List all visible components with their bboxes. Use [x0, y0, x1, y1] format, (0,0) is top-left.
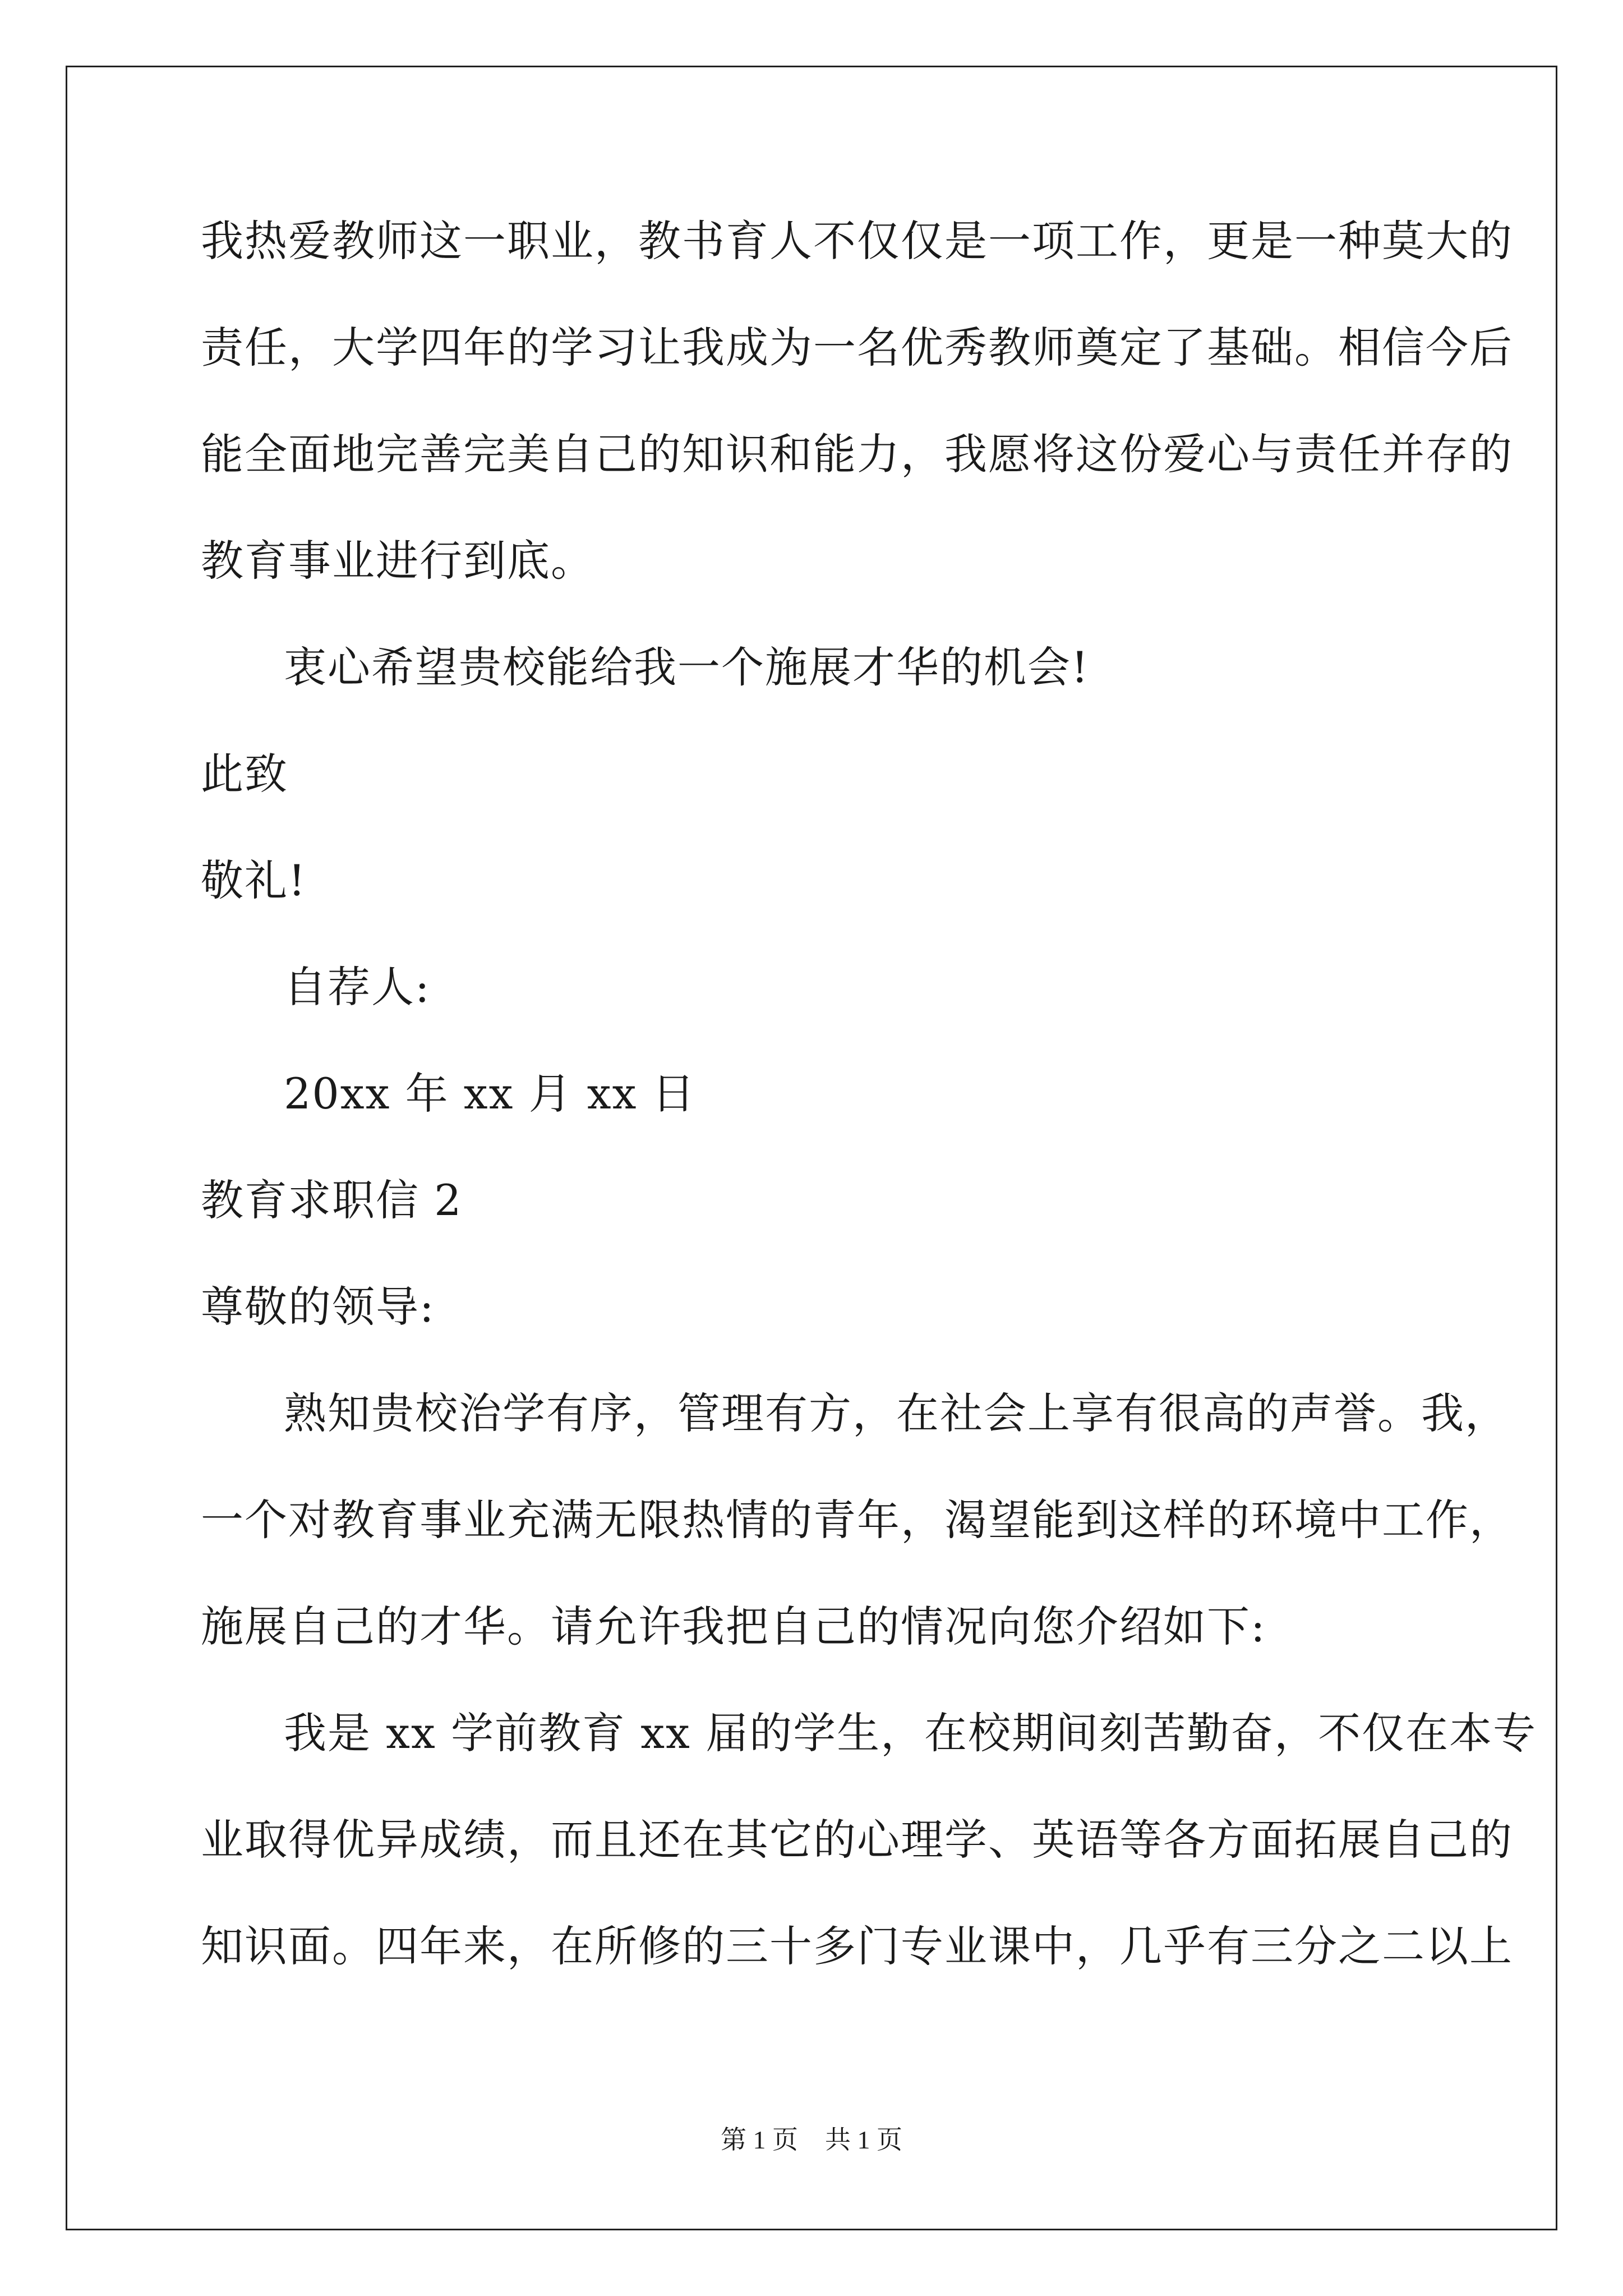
paragraph-line: 衷心希望贵校能给我一个施展才华的机会! — [284, 642, 1090, 692]
closing-salutation: 此致 — [201, 749, 288, 799]
page-border — [66, 66, 1557, 2230]
paragraph-line: 责任，大学四年的学习让我成为一名优秀教师奠定了基础。相信今后 — [201, 323, 1513, 372]
paragraph-line: 一个对教育事业充满无限热情的青年，渴望能到这样的环境中工作， — [201, 1495, 1513, 1545]
page-number: 第 1 页 — [721, 2125, 798, 2154]
date-line: 20xx 年 xx 月 xx 日 — [284, 1069, 696, 1119]
signature-label: 自荐人: — [284, 962, 431, 1012]
paragraph-line: 熟知贵校治学有序，管理有方，在社会上享有很高的声誉。我， — [284, 1388, 1509, 1438]
closing-regards: 敬礼! — [201, 855, 307, 905]
paragraph-line: 施展自己的才华。请允许我把自己的情况向您介绍如下: — [201, 1602, 1266, 1651]
paragraph-line: 能全面地完善完美自己的知识和能力，我愿将这份爱心与责任并存的 — [201, 429, 1513, 479]
greeting: 尊敬的领导: — [201, 1282, 435, 1332]
paragraph-line: 知识面。四年来，在所修的三十多门专业课中，几乎有三分之二以上 — [201, 1921, 1513, 1971]
paragraph-line: 我是 xx 学前教育 xx 届的学生，在校期间刻苦勤奋，不仅在本专 — [284, 1708, 1537, 1758]
paragraph-line: 业取得优异成绩，而且还在其它的心理学、英语等各方面拓展自己的 — [201, 1815, 1513, 1865]
page-footer — [0, 2123, 1623, 2157]
paragraph-line: 教育事业进行到底。 — [201, 536, 594, 586]
paragraph-line: 我热爱教师这一职业，教书育人不仅仅是一项工作，更是一种莫大的 — [201, 216, 1513, 266]
section-title: 教育求职信 2 — [201, 1175, 463, 1225]
page-total: 共 1 页 — [825, 2125, 902, 2154]
